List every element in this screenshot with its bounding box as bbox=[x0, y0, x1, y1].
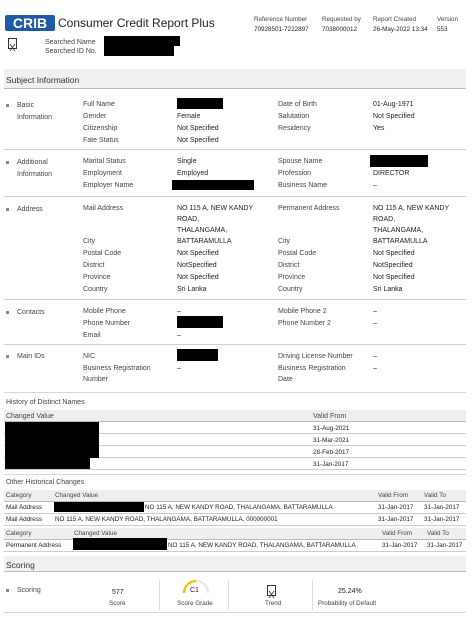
ref-number-value: 70928501-7222897 bbox=[254, 26, 309, 33]
basic-title-1: Basic bbox=[17, 102, 35, 109]
history-valid-from-1: 31-Aug-2021 bbox=[313, 425, 350, 432]
other1-row1-category: Mail Address bbox=[6, 504, 43, 511]
gender-value: Female bbox=[177, 113, 201, 120]
citizenship-label: Citizenship bbox=[83, 125, 118, 132]
permanent-address-line-3: THALANGAMA, bbox=[373, 227, 424, 234]
history-col-valid-from: Valid From bbox=[313, 413, 347, 420]
district-label: District bbox=[83, 262, 105, 269]
divider bbox=[4, 196, 466, 197]
redacted-name-4 bbox=[5, 458, 90, 469]
bullet-icon bbox=[6, 589, 9, 592]
other1-col-from: Valid From bbox=[378, 492, 408, 499]
citizenship-value: Not Specified bbox=[177, 125, 219, 132]
trend-icon bbox=[267, 585, 276, 596]
other1-row1-from: 31-Jan-2017 bbox=[378, 504, 414, 511]
nic-label: NIC bbox=[83, 353, 96, 360]
other1-col-to: Valid To bbox=[424, 492, 446, 499]
divider bbox=[4, 612, 466, 613]
employment-label: Employment bbox=[83, 170, 122, 177]
business-reg-date-label-1: Business Registration bbox=[278, 365, 346, 372]
perm-city-label: City bbox=[278, 238, 291, 245]
version-label: Version bbox=[437, 16, 459, 23]
history-valid-from-2: 31-Mar-2021 bbox=[313, 437, 350, 444]
spouse-name-label: Spouse Name bbox=[278, 158, 323, 165]
fate-status-label: Fate Status bbox=[83, 137, 119, 144]
redacted-phone-number bbox=[177, 316, 223, 328]
dob-value: 01-Aug-1971 bbox=[373, 101, 414, 108]
redacted-full-name bbox=[177, 98, 223, 109]
other1-col-changed: Changed Value bbox=[55, 492, 98, 499]
other2-row1-to: 31-Jan-2017 bbox=[427, 542, 463, 549]
business-reg-number-label-1: Business Registration bbox=[83, 365, 151, 372]
history-names-title: History of Distinct Names bbox=[6, 399, 85, 406]
score-value: 577 bbox=[112, 589, 124, 596]
additional-title-1: Additional bbox=[17, 159, 48, 166]
province-value: Not Specified bbox=[177, 274, 219, 281]
employer-name-label: Employer Name bbox=[83, 182, 134, 189]
marital-status-label: Marital Status bbox=[83, 158, 126, 165]
perm-district-label: District bbox=[278, 262, 300, 269]
redacted-searched-id bbox=[104, 46, 174, 56]
bullet-icon bbox=[6, 311, 9, 314]
other2-col-to: Valid To bbox=[427, 530, 449, 537]
other1-row2-category: Mail Address bbox=[6, 516, 43, 523]
divider bbox=[4, 392, 466, 393]
broken-image-icon bbox=[8, 38, 17, 49]
additional-title-2: Information bbox=[17, 171, 53, 178]
email-value: – bbox=[177, 332, 181, 339]
report-title: Consumer Credit Report Plus bbox=[58, 16, 215, 30]
searched-id-label: Searched ID No. bbox=[45, 48, 97, 55]
permanent-address-label: Permanent Address bbox=[278, 205, 340, 212]
mail-address-line-3: THALANGAMA, bbox=[177, 227, 228, 234]
redacted-name-3 bbox=[5, 446, 99, 458]
district-value: NotSpecified bbox=[177, 262, 217, 269]
redacted-other1-row1 bbox=[54, 502, 144, 512]
scoring-section-title: Scoring bbox=[6, 560, 35, 570]
perm-postal-code-label: Postal Code bbox=[278, 250, 317, 257]
phone-number-label: Phone Number bbox=[83, 320, 131, 327]
perm-country-value: Sri Lanka bbox=[373, 286, 403, 293]
history-valid-from-4: 31-Jan-2017 bbox=[313, 461, 349, 468]
requested-by-label: Requested by bbox=[322, 16, 361, 23]
driving-license-label: Driving License Number bbox=[278, 353, 353, 360]
permanent-address-line-1: NO 115 A, NEW KANDY bbox=[373, 205, 450, 212]
other1-row2-to: 31-Jan-2017 bbox=[424, 516, 460, 523]
other2-col-changed: Changed Value bbox=[74, 530, 117, 537]
history-names-header bbox=[4, 410, 466, 422]
permanent-address-line-2: ROAD, bbox=[373, 216, 396, 223]
mail-address-line-2: ROAD, bbox=[177, 216, 200, 223]
phone-number-2-value: – bbox=[373, 320, 377, 327]
country-value: Sri Lanka bbox=[177, 286, 207, 293]
salutation-label: Salutation bbox=[278, 113, 310, 120]
mobile-phone-label: Mobile Phone bbox=[83, 308, 126, 315]
redacted-other2-row1 bbox=[73, 538, 167, 550]
searched-name-label: Searched Name bbox=[45, 39, 96, 46]
gender-label: Gender bbox=[83, 113, 107, 120]
marital-status-value: Single bbox=[177, 158, 197, 165]
perm-province-label: Province bbox=[278, 274, 306, 281]
version-value: 553 bbox=[437, 26, 448, 33]
perm-country-label: Country bbox=[278, 286, 303, 293]
mail-address-line-4: BATTARAMULLA bbox=[177, 238, 232, 245]
permanent-address-line-4: BATTARAMULLA bbox=[373, 238, 428, 245]
history-col-changed: Changed Value bbox=[6, 413, 54, 420]
business-reg-date-label-2: Date bbox=[278, 376, 293, 383]
driving-license-value: – bbox=[373, 353, 377, 360]
salutation-value: Not Specified bbox=[373, 113, 415, 120]
redacted-name-1 bbox=[5, 422, 99, 434]
mail-address-label: Mail Address bbox=[83, 205, 124, 212]
bullet-icon bbox=[6, 355, 9, 358]
residency-label: Residency bbox=[278, 125, 311, 132]
crib-logo bbox=[5, 14, 55, 32]
email-label: Email bbox=[83, 332, 101, 339]
employment-value: Employed bbox=[177, 170, 209, 177]
residency-value: Yes bbox=[373, 125, 385, 132]
pd-value: 25.24% bbox=[338, 588, 362, 595]
country-label: Country bbox=[83, 286, 108, 293]
scoring-row-label: Scoring bbox=[17, 587, 41, 594]
other2-row1-from: 31-Jan-2017 bbox=[382, 542, 418, 549]
score-label: Score bbox=[109, 600, 126, 607]
dob-label: Date of Birth bbox=[278, 101, 317, 108]
redacted-name-2 bbox=[5, 434, 99, 446]
redacted-nic bbox=[177, 349, 218, 361]
bullet-icon bbox=[6, 104, 9, 107]
perm-district-value: NotSpecified bbox=[373, 262, 413, 269]
ref-number-label: Reference Number bbox=[254, 16, 308, 23]
other2-row1-category: Permanent Address bbox=[6, 542, 62, 549]
other2-col-category: Category bbox=[6, 530, 32, 537]
divider bbox=[4, 299, 466, 300]
mail-address-line-1: NO 115 A, NEW KANDY bbox=[177, 205, 254, 212]
other2-col-from: Valid From bbox=[382, 530, 412, 537]
report-created-value: 26-May-2022 13:34 bbox=[373, 26, 428, 33]
other1-row2-value: NO 115 A, NEW KANDY ROAD, THALANGAMA, BATTARAMULLA, 000000001 bbox=[55, 516, 278, 523]
other2-row1-value: NO 115 A, NEW KANDY ROAD, THALANGAMA, BATTARAMULLA bbox=[168, 542, 356, 549]
business-name-label: Business Name bbox=[278, 182, 328, 189]
requested-by-value: 7038000012 bbox=[322, 26, 358, 33]
full-name-label: Full Name bbox=[83, 101, 115, 108]
history-valid-from-3: 28-Feb-2017 bbox=[313, 449, 350, 456]
bullet-icon bbox=[6, 208, 9, 211]
svg-text:CRIB: CRIB bbox=[12, 15, 48, 31]
divider bbox=[159, 580, 160, 610]
address-title: Address bbox=[17, 206, 43, 213]
profession-label: Profession bbox=[278, 170, 312, 177]
province-label: Province bbox=[83, 274, 111, 281]
subject-info-title: Subject Information bbox=[6, 75, 80, 85]
divider bbox=[312, 580, 313, 610]
mobile-phone-2-value: – bbox=[373, 308, 377, 315]
redacted-spouse-name bbox=[370, 155, 428, 167]
redacted-employer-name bbox=[172, 180, 254, 190]
mobile-phone-value: – bbox=[177, 308, 181, 315]
postal-code-label: Postal Code bbox=[83, 250, 122, 257]
contacts-title: Contacts bbox=[17, 309, 45, 316]
basic-title-2: Information bbox=[17, 114, 53, 121]
business-reg-number-label-2: Number bbox=[83, 376, 108, 383]
other1-col-category: Category bbox=[6, 492, 32, 499]
score-grade-value: C1 bbox=[190, 587, 199, 594]
scoring-band bbox=[4, 556, 466, 572]
business-reg-date-value: – bbox=[373, 365, 377, 372]
perm-postal-code-value: Not Specified bbox=[373, 250, 415, 257]
divider bbox=[4, 149, 466, 150]
business-reg-number-value: – bbox=[177, 365, 181, 372]
trend-label: Trend bbox=[265, 600, 282, 607]
redacted-searched-name bbox=[104, 36, 180, 46]
other1-row2-from: 31-Jan-2017 bbox=[378, 516, 414, 523]
pd-label: Probability of Default bbox=[318, 600, 377, 607]
mobile-phone-2-label: Mobile Phone 2 bbox=[278, 308, 327, 315]
report-created-label: Report Created bbox=[373, 16, 417, 23]
main-ids-title: Main IDs bbox=[17, 353, 45, 360]
business-name-value: – bbox=[373, 182, 377, 189]
other1-row1-value: NO 115 A, NEW KANDY ROAD, THALANGAMA, BATTARAMULLA bbox=[145, 504, 333, 511]
phone-number-2-label: Phone Number 2 bbox=[278, 320, 331, 327]
divider bbox=[4, 344, 466, 345]
postal-code-value: Not Specified bbox=[177, 250, 219, 257]
divider bbox=[4, 474, 466, 475]
city-label: City bbox=[83, 238, 96, 245]
profession-value: DIRECTOR bbox=[373, 170, 410, 177]
other-changes-title: Other Historical Changes bbox=[6, 479, 85, 486]
perm-province-value: Not Specified bbox=[373, 274, 415, 281]
fate-status-value: Not Specified bbox=[177, 137, 219, 144]
divider bbox=[228, 580, 229, 610]
other1-row1-to: 31-Jan-2017 bbox=[424, 504, 460, 511]
score-grade-label: Score Grade bbox=[177, 600, 213, 607]
bullet-icon bbox=[6, 161, 9, 164]
